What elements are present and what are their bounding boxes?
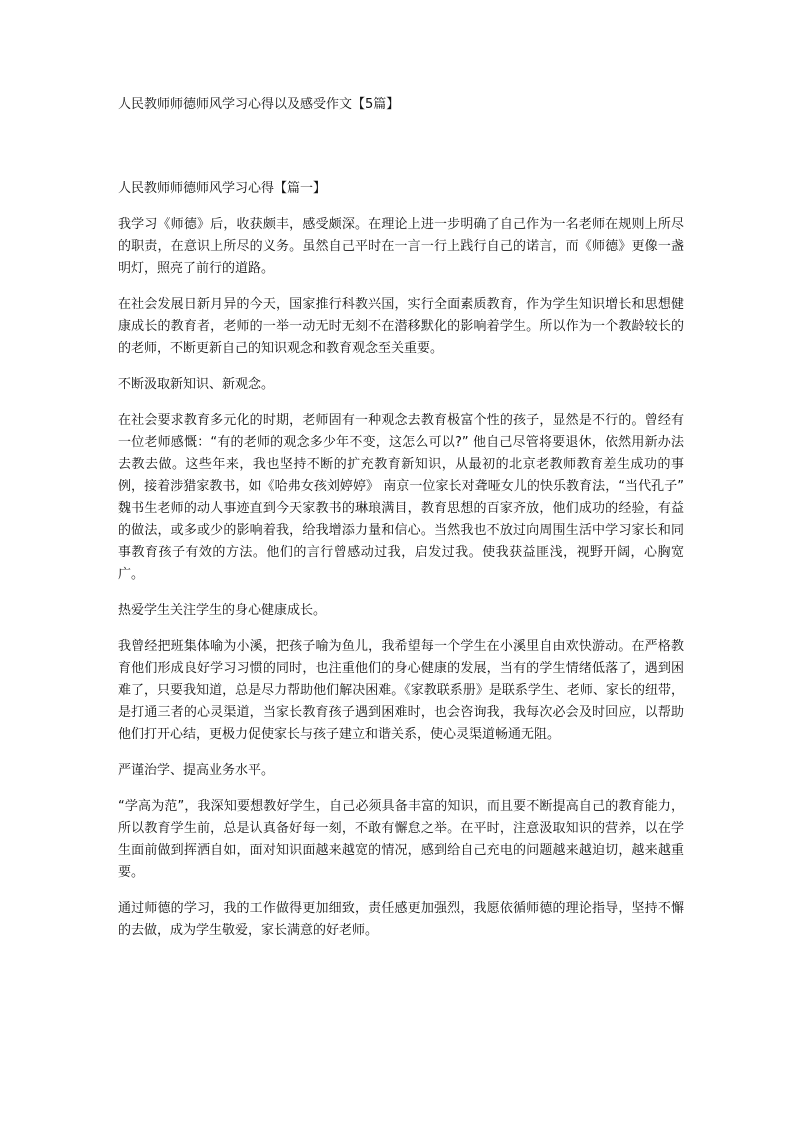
paragraph-1: 我学习《师德》后，收获颇丰，感受颇深。在理论上进一步明确了自己作为一名老师在规则上所尽的职责，在意识上所尽的义务。虽然自己平时在一言一行上践行自己的诺言，而《师德》更像一盏明灯，照亮了前行的道路。	[118, 217, 684, 276]
paragraph-3: 在社会要求教育多元化的时期，老师固有一种观念去教育极富个性的孩子，显然是不行的。曾经有一位老师感慨：“有的老师的观念多少年不变，这怎么可以?” 他自己尽管将要退休，依然用新办法去教去做。这些年来，我也坚持不断的扩充教育新知识，从最初的北京老教师教育差生成功的事例，接着涉猎家教书，如《哈弗女孩刘婷婷》 南京一位家长对聋哑女儿的快乐教育法，“当代孔子” 魏书生老师的动人事迹直到今天家教书的琳琅满目，教育思想的百家齐放，他们成功的经验，有益的做法，或多或少的影响着我，给我增添力量和信心。当然我也不放过向周围生活中学习家长和同事教育孩子有效的方法。他们的言行曾感动过我，启发过我。使我获益匪浅，视野开阔，心胸宽广。	[118, 413, 684, 582]
section-title: 人民教师师德师风学习心得【篇一】	[118, 181, 327, 196]
paragraph-4: 我曾经把班集体喻为小溪，把孩子喻为鱼儿，我希望每一个学生在小溪里自由欢快游动。在严格教育他们形成良好学习习惯的同时，也注重他们的身心健康的发展，当有的学生情绪低落了，遇到困难了，只要我知道，总是尽力帮助他们解决困难。《家教联系册》是联系学生、老师、家长的纽带，是打通三者的心灵渠道，当家长教育孩子遇到困难时，也会咨询我，我每次必会及时回应，以帮助他们打开心结，更极力促使家长与孩子建立和谐关系，使心灵渠道畅通无阻。	[118, 639, 684, 742]
paragraph-5: “学高为范”，我深知要想教好学生，自己必须具备丰富的知识，而且要不断提高自己的教育能力，所以教育学生前，总是认真备好每一刻，不敢有懈怠之举。在平时，注意汲取知识的营养，以在学生面前做到挥洒自如，面对知识面越来越宽的情况，感到给自己充电的问题越来越迫切，越来越重要。	[118, 799, 684, 880]
document-page	[118, 94, 684, 942]
paragraph-heading-2: 热爱学生关注学生的身心健康成长。	[118, 603, 327, 618]
paragraph-heading-1: 不断汲取新知识、新观念。	[118, 377, 275, 392]
paragraph-heading-3: 严谨治学、提高业务水平。	[118, 763, 275, 778]
paragraph-2: 在社会发展日新月异的今天，国家推行科教兴国，实行全面素质教育，作为学生知识增长和思想健康成长的教育者，老师的一举一动无时无刻不在潜移默化的影响着学生。所以作为一个教龄较长的的老师，不断更新自己的知识观念和教育观念至关重要。	[118, 297, 684, 356]
document-title: 人民教师师德师风学习心得以及感受作文【5篇】	[118, 97, 400, 112]
paragraph-6: 通过师德的学习，我的工作做得更加细致，责任感更加强烈，我愿依循师德的理论指导，坚持不懈的去做，成为学生敬爱，家长满意的好老师。	[118, 901, 684, 938]
